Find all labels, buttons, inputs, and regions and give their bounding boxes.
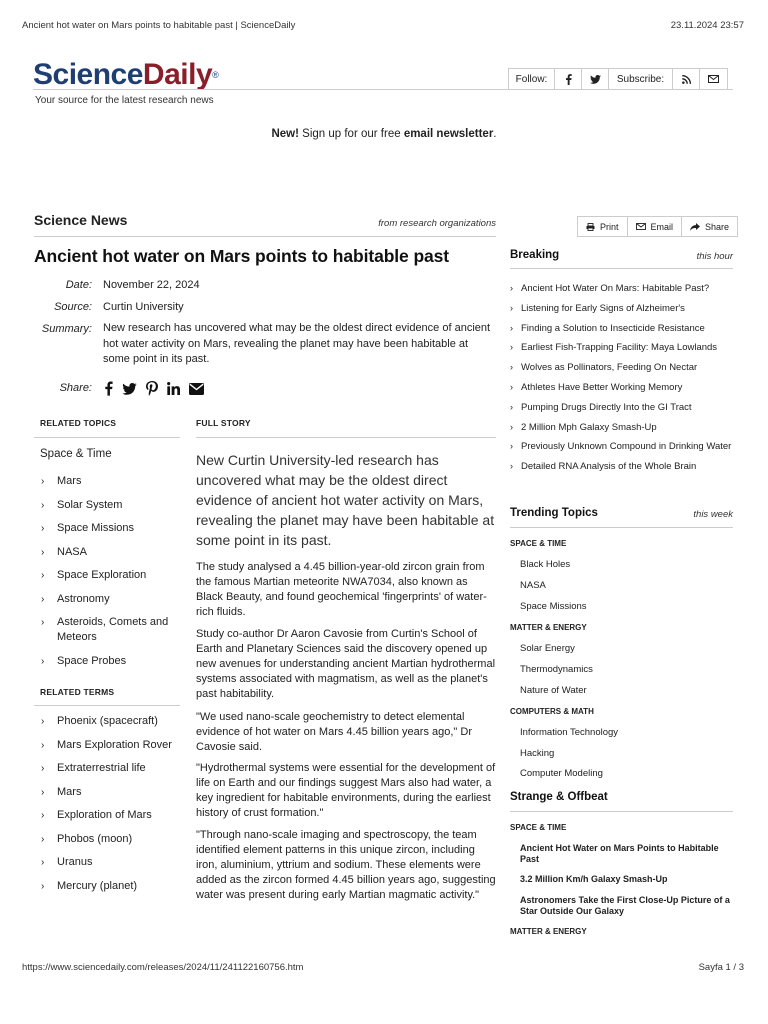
article-date: November 22, 2024 (103, 279, 200, 291)
social-bar (508, 68, 728, 90)
chevron-right-icon: › (41, 880, 45, 892)
list-item[interactable] (40, 545, 180, 560)
follow-label: Follow: (509, 69, 555, 89)
list-item-label: Ancient Hot Water On Mars: Habitable Past? (521, 283, 710, 294)
chevron-right-icon: › (510, 421, 513, 432)
article-summary: New research has uncovered what may be the oldest direct evidence of ancient hot water activity on Mars, revealing the planet may have been habitable at some point in its past. (103, 322, 491, 365)
chevron-right-icon: › (510, 283, 513, 293)
summary-label: Summary: (41, 323, 92, 335)
story-lead: New Curtin University-led research has uncovered what may be the oldest direct evidence of ancient hot water activity on Mars, revealing the planet may have been habitable at some point in its past. (196, 452, 495, 548)
list-item[interactable] (40, 498, 180, 513)
list-item-label: Space Missions (57, 522, 135, 534)
chevron-right-icon: › (41, 499, 45, 511)
list-item-label: Space Probes (57, 654, 127, 667)
list-item[interactable] (40, 738, 180, 753)
list-item-label: Finding a Solution to Insecticide Resistance (521, 322, 705, 334)
share-label: Share (705, 221, 730, 232)
newsletter-new-badge: New! (271, 128, 299, 140)
chevron-right-icon: › (510, 441, 513, 452)
trending-item[interactable]: NASA (520, 580, 546, 591)
list-item[interactable] (510, 282, 733, 295)
list-item-label: 2 Million Mph Galaxy Smash-Up (521, 421, 657, 433)
story-paragraph-5: "Through nano-scale imaging and spectroscopy, the team identified element patterns in this unique zircon, including iron, aluminium, yttrium and sodium. These elements were added as the zircon formed 4.45 billion years ago, suggesting water was present during early Martian magmatic activity." (196, 829, 496, 901)
chevron-right-icon: › (41, 546, 45, 558)
trending-divider (510, 527, 733, 528)
list-item-label: Mars (57, 785, 82, 798)
list-item-label: Listening for Early Signs of Alzheimer's (521, 302, 685, 314)
trending-item[interactable]: Information Technology (520, 727, 619, 738)
list-item[interactable] (40, 521, 180, 536)
full-story-label: FULL STORY (196, 418, 251, 428)
list-item-label: Solar System (57, 498, 123, 511)
list-item[interactable] (510, 460, 733, 473)
chevron-right-icon: › (41, 570, 45, 581)
chevron-right-icon: › (41, 476, 45, 487)
source-label: Source: (54, 301, 92, 313)
list-item[interactable] (40, 474, 180, 489)
logo-science: Science (33, 58, 143, 91)
list-item-label: Wolves as Pollinators, Feeding On Nectar (521, 362, 698, 374)
chevron-right-icon: › (41, 833, 45, 845)
chevron-right-icon: › (41, 523, 45, 534)
print-datetime: 23.11.2024 23:57 (670, 20, 744, 31)
share-arrow-icon (690, 223, 700, 231)
chevron-right-icon: › (41, 716, 45, 727)
article-headline: Ancient hot water on Mars points to habitable past (34, 246, 450, 266)
facebook-share-icon[interactable] (104, 381, 113, 396)
newsletter-link[interactable]: email newsletter (403, 128, 494, 140)
trending-item[interactable]: Solar Energy (520, 643, 575, 654)
list-item[interactable] (40, 855, 180, 870)
list-item[interactable] (40, 879, 180, 894)
list-item[interactable] (40, 832, 180, 847)
list-item[interactable] (40, 615, 180, 645)
chevron-right-icon: › (41, 857, 45, 868)
list-item[interactable] (510, 361, 733, 374)
chevron-right-icon: › (510, 302, 513, 313)
strange-item[interactable]: Ancient Hot Water on Mars Points to Habitable Past (520, 843, 719, 864)
list-item[interactable] (510, 440, 733, 453)
subscribe-label: Subscribe: (609, 69, 673, 89)
list-item[interactable] (510, 401, 733, 414)
list-item[interactable] (510, 421, 733, 434)
facebook-icon[interactable] (555, 69, 582, 89)
breaking-title[interactable]: Breaking (510, 249, 560, 261)
chevron-right-icon: › (41, 786, 45, 798)
strange-item[interactable]: Astronomers Take the First Close-Up Picture of a Star Outside Our Galaxy (520, 895, 730, 916)
list-item[interactable] (510, 302, 733, 315)
story-paragraph-3: "We used nano-scale geochemistry to detect elemental evidence of hot water on Mars 4.45 billion years ago," Dr Cavosie said. (196, 711, 472, 753)
article-tools (577, 216, 738, 237)
print-footer-url: https://www.sciencedaily.com/releases/2024/11/241122160756.htm (22, 962, 304, 973)
list-item-label: Earliest Fish-Trapping Facility: Maya Lowlands (521, 342, 718, 354)
trending-group-title: SPACE & TIME (510, 539, 567, 548)
list-item[interactable] (510, 322, 733, 335)
section-divider (34, 236, 496, 237)
share-label-article: Share: (59, 382, 92, 394)
print-button[interactable] (578, 217, 628, 236)
list-item-label: Athletes Have Better Working Memory (521, 381, 683, 393)
strange-divider (510, 811, 733, 812)
breaking-list (510, 282, 733, 480)
list-item-label: Mars (57, 475, 82, 487)
chevron-right-icon: › (41, 655, 45, 667)
list-item-label: Pumping Drugs Directly Into the GI Tract (521, 401, 692, 413)
list-item-label: Mercury (planet) (57, 879, 138, 892)
site-logo[interactable] (33, 57, 218, 93)
print-page-title: Ancient hot water on Mars points to habitable past | ScienceDaily (22, 20, 296, 31)
twitter-share-icon[interactable] (122, 383, 137, 395)
list-item[interactable] (40, 761, 180, 776)
date-label: Date: (65, 279, 92, 291)
newsletter-signup (0, 128, 768, 140)
list-item-label: Uranus (57, 856, 93, 868)
site-tagline: Your source for the latest research news (35, 95, 214, 106)
chevron-right-icon: › (510, 362, 513, 373)
chevron-right-icon: › (41, 763, 45, 774)
related-topic-category[interactable]: Space & Time (40, 448, 112, 460)
list-item-label: NASA (57, 545, 87, 558)
print-footer-page: Sayfa 1 / 3 (698, 962, 744, 973)
related-topics-list (40, 474, 180, 677)
twitter-icon[interactable] (582, 69, 609, 89)
printer-icon (586, 223, 595, 231)
list-item-label: Extraterrestrial life (57, 762, 146, 774)
list-item-label: Astronomy (57, 592, 110, 605)
logo-daily: Daily (142, 58, 213, 91)
share-icons (104, 381, 204, 396)
newsletter-end: . (493, 128, 497, 140)
trending-item[interactable]: Space Missions (520, 601, 587, 612)
strange-group-title: SPACE & TIME (510, 823, 567, 832)
section-title[interactable]: Science News (34, 212, 128, 228)
trending-item[interactable]: Thermodynamics (520, 664, 593, 675)
breaking-divider (510, 268, 733, 269)
list-item-label: Phoenix (spacecraft) (57, 715, 158, 727)
article-source: Curtin University (103, 301, 184, 313)
list-item[interactable] (40, 568, 180, 583)
rss-icon[interactable] (673, 69, 700, 89)
list-item-label: Asteroids, Comets and Meteors (57, 616, 169, 643)
section-subtitle: from research organizations (378, 218, 496, 229)
trending-item[interactable]: Hacking (520, 748, 555, 759)
trending-title[interactable]: Trending Topics (510, 507, 598, 519)
email-icon[interactable] (700, 69, 727, 89)
pinterest-share-icon[interactable] (146, 381, 158, 396)
linkedin-share-icon[interactable] (167, 382, 180, 395)
list-item-label: Exploration of Mars (57, 809, 152, 821)
chevron-right-icon: › (510, 401, 513, 412)
trending-item[interactable]: Nature of Water (520, 685, 587, 696)
email-label: Email (650, 221, 674, 232)
list-item-label: Previously Unknown Compound in Drinking Water (521, 441, 732, 453)
list-item[interactable] (40, 785, 180, 800)
share-button[interactable] (682, 217, 737, 236)
newsletter-text: Sign up for our free (298, 128, 404, 140)
story-paragraph-2: Study co-author Dr Aaron Cavosie from Curtin's School of Earth and Planetary Sciences said the discovery opened up new avenues for understanding ancient Martian hydrothermal systems associated with magmatism, as well as the planet's past habitability. (196, 628, 496, 700)
email-button[interactable] (628, 217, 683, 236)
logo-registered: ® (212, 70, 219, 80)
trending-group-title: COMPUTERS & MATH (510, 707, 594, 716)
chevron-right-icon: › (41, 593, 45, 605)
trending-item[interactable]: Black Holes (520, 559, 571, 570)
chevron-right-icon: › (510, 342, 513, 353)
trending-group-title: MATTER & ENERGY (510, 623, 587, 632)
related-topics-heading: RELATED TOPICS (40, 418, 117, 428)
strange-group-title: MATTER & ENERGY (510, 927, 587, 936)
chevron-right-icon: › (510, 461, 513, 472)
chevron-right-icon: › (41, 739, 45, 751)
chevron-right-icon: › (41, 617, 45, 628)
related-topics-divider (34, 437, 180, 438)
story-paragraph-4: "Hydrothermal systems were essential for the development of life on Earth and our findings suggest Mars also had water, a key ingredient for habitable environments, during the earliest history of crust formation." (196, 762, 496, 819)
list-item[interactable] (40, 714, 180, 729)
list-item[interactable] (40, 808, 180, 823)
list-item-label: Phobos (moon) (57, 832, 133, 845)
related-terms-list (40, 714, 180, 902)
trending-subtitle: this week (693, 509, 733, 520)
envelope-icon (636, 223, 646, 230)
chevron-right-icon: › (510, 381, 513, 392)
trending-item[interactable]: Computer Modeling (520, 768, 603, 779)
list-item[interactable] (510, 381, 733, 394)
list-item[interactable] (40, 654, 180, 669)
strange-item[interactable]: 3.2 Million Km/h Galaxy Smash-Up (520, 874, 668, 884)
full-story-divider (196, 437, 496, 438)
print-label: Print (600, 221, 619, 232)
related-terms-divider (34, 705, 180, 706)
list-item[interactable] (40, 592, 180, 607)
list-item-label: Mars Exploration Rover (57, 738, 172, 751)
chevron-right-icon: › (510, 322, 513, 333)
list-item[interactable] (510, 341, 733, 354)
email-share-icon[interactable] (189, 383, 204, 395)
chevron-right-icon: › (41, 810, 45, 821)
list-item-label: Detailed RNA Analysis of the Whole Brain (521, 461, 697, 473)
story-paragraph-1: The study analysed a 4.45 billion-year-old zircon grain from the famous Martian meteorite NWA7034, also known as Black Beauty, and found geochemical 'fingerprints' of water-rich fluids. (196, 561, 487, 618)
related-terms-heading: RELATED TERMS (40, 687, 115, 697)
breaking-subtitle: this hour (696, 251, 733, 262)
list-item-label: Space Exploration (57, 569, 147, 581)
strange-title[interactable]: Strange & Offbeat (510, 791, 608, 803)
